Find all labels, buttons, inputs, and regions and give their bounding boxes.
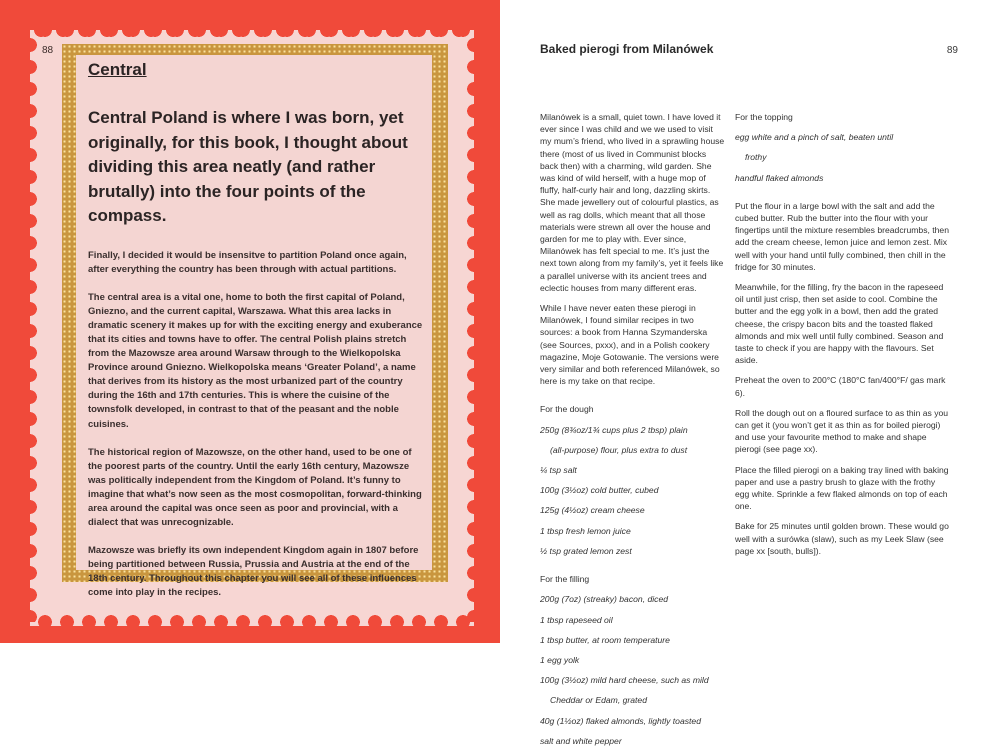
ingredient: salt and white pepper [540,735,622,746]
left-page [0,0,500,643]
paragraph: Finally, I decided it would be insensitve to partition Poland once again, after everything the country has been through with actual partitions. [88,249,407,275]
ingredient: ½ tsp grated lemon zest [540,545,632,556]
paragraph: Milanówek is a small, quiet town. I have loved it ever since I was child and we we used to visit my mum’s friend, who lived in a sprawling house there (most of us lived in Communist blocks back then) with a charming, wild garden. She was kind of wild herself, with a huge mop of fluffy, half-curly hair and long, dazzling skirts. She made jewellery out of colourful plastics, as well as rag dolls, which meant that all those materials were strewn all over the house and garden for me to play with. Ever since, Milanówek has felt special to me. It’s just the next town along from my family’s, yet it feels like a parallel universe with its ancient trees and eclectic houses from many different eras. [540,112,725,293]
ingredient: 200g (7oz) (streaky) bacon, diced [540,594,669,605]
paragraph: Mazowsze was briefly its own independent Kingdom again in 1807 before being partitioned between Russia, Prussia and Austria at the end of the 18th century. Throughout this chapter you will see all of these influences come into play in the recipes. [88,545,419,599]
recipe-title: Baked pierogi from Milanówek [540,42,714,56]
method-step: Preheat the oven to 200°C (180°C fan/400°F/ gas mark 6). [735,375,946,398]
ingredient: 100g (3½oz) cold butter, cubed [540,485,659,496]
stamp-edge-bottom [34,615,470,629]
paragraph: While I have never eaten these pierogi in Milanówek, I found similar recipes in two sources: a book from Hanna Szymanderska (see Sources, pxxx), and in a Polish cookery magazine, Moje Gotowanie. The versions were very similar and both referenced Milanówek, so here is my take on that recipe. [540,303,720,387]
ingredient: 100g (3½oz) mild hard cheese, such as mild [540,675,709,686]
left-content [88,60,428,615]
left-body [88,249,428,601]
paragraph: The historical region of Mazowsze, on the other hand, used to be one of the poorest parts of the country. Until the early 16th century, Mazowsze was politically independent from the Kingdom of Poland. It’s funny to imagine that what’s now seen as the most cosmopolitan, forward-thinking area around the capital was once seen as poor and provincial, with a dialect that was unrecognizable. [88,446,422,529]
ingredient: 1 tbsp fresh lemon juice [540,525,631,536]
stamp-edge-left [23,34,37,622]
ingredient: 1 egg yolk [540,654,580,665]
filling-heading: For the filling [540,574,590,585]
method-step: Roll the dough out on a floured surface to as thin as you can get it (you won’t get it as thin as for boiled pierogi) and use your favourite method to make and shape pierogi (see page xx). [735,407,949,455]
right-column-1 [540,111,726,755]
ingredient: ¼ tsp salt [540,465,577,476]
ingredient: 125g (4½oz) cream cheese [540,505,645,516]
paragraph: The central area is a vital one, home to both the first capital of Poland, Gniezno, and the current capital, Warszawa. What this area lacks in dramatic scenery it makes up for with the exciting energy and exuberance that its cities and towns have to offer. The central Polish plains stretch from the Mazowsze area around Warsaw through to the Wielkopolska Province around Gniezno. Wielkopolska means ‘Greater Poland’, a name that derives from its history as the most urbanized part of the country during the 16th and 17th centuries. This is where the cuisine of the townsfolk developed, in contrast to that of the peasant and the noble cuisines. [88,291,423,430]
stamp-edge-top [34,23,470,37]
ingredient: frothy [745,152,767,163]
ingredient: Cheddar or Edam, grated [550,695,647,706]
ingredient: 250g (8¾oz/1¾ cups plus 2 tbsp) plain [540,424,688,435]
stamp-edge-right [467,34,481,622]
ingredient: 40g (1½oz) flaked almonds, lightly toasted [540,715,701,726]
right-page [500,0,1000,746]
method-step: Place the filled pierogi on a baking tray lined with baking paper and use a pastry brush to glaze with the frothy egg white. Sprinkle a few flaked almonds on top of each one. [735,464,949,512]
intro-text: Central Poland is where I was born, yet originally, for this book, I thought about dividing this area neatly (and rather brutally) into the four points of the compass. [88,108,408,225]
ingredient: egg white and a pinch of salt, beaten until [735,132,894,143]
method-step: Bake for 25 minutes until golden brown. These would go well with a surówka (slaw), such as my Leek Slaw (see page xx [south, bulls]). [735,521,949,556]
topping-heading: For the topping [735,112,793,122]
method-step: Meanwhile, for the filling, fry the bacon in the rapeseed oil until just crisp, then set aside to cool. Combine the butter and the egg yolk in a bowl, then add the grated cheese, the crispy bacon bits and the toasted flaked almonds and mix well until fully combined. Season and taste to check if you are happy with the flavours. Set aside. [735,282,944,366]
ingredient: 1 tbsp butter, at room temperature [540,634,670,645]
ingredient: handful flaked almonds [735,172,824,183]
method-step: Put the flour in a large bowl with the salt and add the cubed butter. Rub the butter into the flour with your fingertips until the mixture resembles breadcrumbs, then add the cream cheese, lemon juice and lemon zest. Mix well with your hand until fully combined, then chill in the fridge for 30 minutes. [735,200,949,272]
page-number-right: 89 [946,45,958,56]
page-number-left: 88 [42,45,54,56]
ingredient: (all-purpose) flour, plus extra to dust [550,444,688,455]
ingredient: 1 tbsp rapeseed oil [540,614,613,625]
section-title: Central [88,60,147,79]
right-column-2 [735,111,951,565]
dough-heading: For the dough [540,404,594,415]
